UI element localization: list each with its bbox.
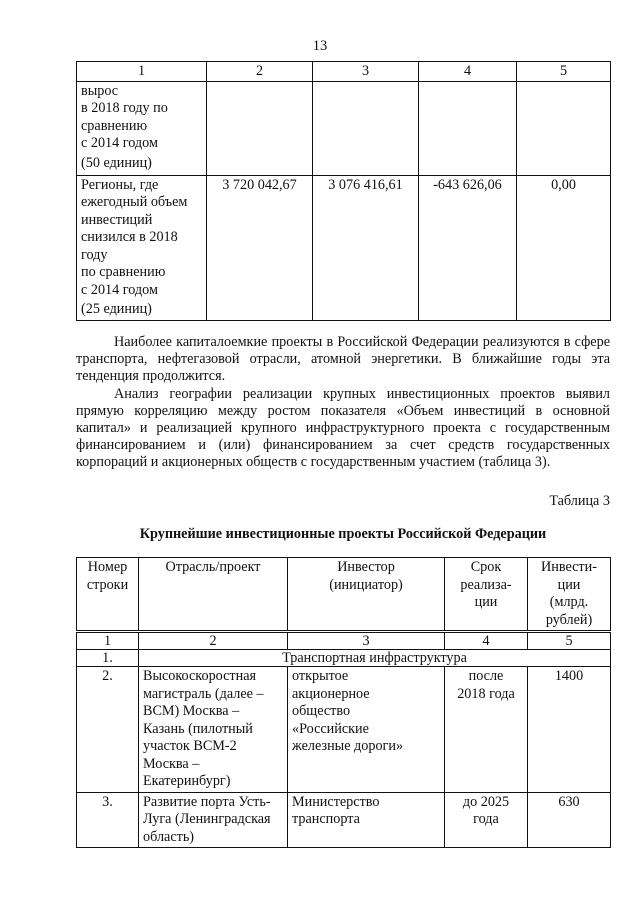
table-row [77,792,611,848]
continued-table [76,61,611,321]
investment-cell: 630 [528,792,611,848]
column-number-row [77,632,611,650]
col-number: 3 [288,632,445,650]
term-cell: до 2025 года [445,792,528,848]
header-investor: Инвестор (инициатор) [288,558,445,632]
investor-cell: открытое акционерное общество «Российские железные дороги» [288,667,445,793]
header-row-number: Номер строки [77,558,139,632]
col-number: 4 [419,62,517,82]
row-label: Регионы, где ежегодный объем инвестиций снизился в 2018 году по сравнению с 2014 годом (25 единиц) [77,175,207,320]
header-investment: Инвести- ции (млрд. рублей) [528,558,611,632]
term-cell: после 2018 года [445,667,528,793]
paragraph: Анализ географии реализации крупных инвестиционных проектов выявил прямую корреляцию между ростом показателя «Объем инвестиций в основной капитал» и реализацией крупного инфраструктурного проекта с государственным финансированием и (или) финансированием за счет средств государственных корпораций и акционерных обществ с государственным участием (таблица 3). [76,385,610,471]
col-number: 5 [517,62,611,82]
project-cell: Высокоскоростная магистраль (далее – ВСМ) Москва – Казань (пилотный участок ВСМ-2 Москва – Екатеринбург) [139,667,288,793]
body-text [76,334,610,472]
cell-value: 0,00 [517,175,611,320]
col-number: 4 [445,632,528,650]
project-cell: Развитие порта Усть- Луга (Ленинградская область) [139,792,288,848]
col-number: 1 [77,632,139,650]
row-number: 2. [77,667,139,793]
projects-table [76,557,611,848]
table-title: Крупнейшие инвестиционные проекты Российской Федерации [139,526,547,542]
row-number: 3. [77,792,139,848]
col-number: 2 [139,632,288,650]
cell-value: 3 076 416,61 [313,175,419,320]
table-header-row [77,558,611,632]
row-label: вырос в 2018 году по сравнению с 2014 годом (50 единиц) [77,81,207,175]
table-label: Таблица 3 [549,493,610,509]
table-row [77,81,611,175]
col-number: 5 [528,632,611,650]
col-number: 1 [77,62,207,82]
col-number: 3 [313,62,419,82]
page-number: 13 [312,38,328,54]
investor-cell: Министерство транспорта [288,792,445,848]
paragraph: Наиболее капиталоемкие проекты в Российской Федерации реализуются в сфере транспорта, нефтегазовой отрасли, атомной энергетики. В ближайшие годы эта тенденция продолжится. [76,334,610,385]
col-number: 2 [207,62,313,82]
investment-cell: 1400 [528,667,611,793]
column-number-row [77,62,611,82]
table-row [77,175,611,320]
cell-value: 3 720 042,67 [207,175,313,320]
section-title: Транспортная инфраструктура [139,650,611,667]
section-row [77,650,611,667]
cell-value: -643 626,06 [419,175,517,320]
section-number: 1. [77,650,139,667]
table-row [77,667,611,793]
header-term: Срок реализа- ции [445,558,528,632]
header-sector: Отрасль/проект [139,558,288,632]
